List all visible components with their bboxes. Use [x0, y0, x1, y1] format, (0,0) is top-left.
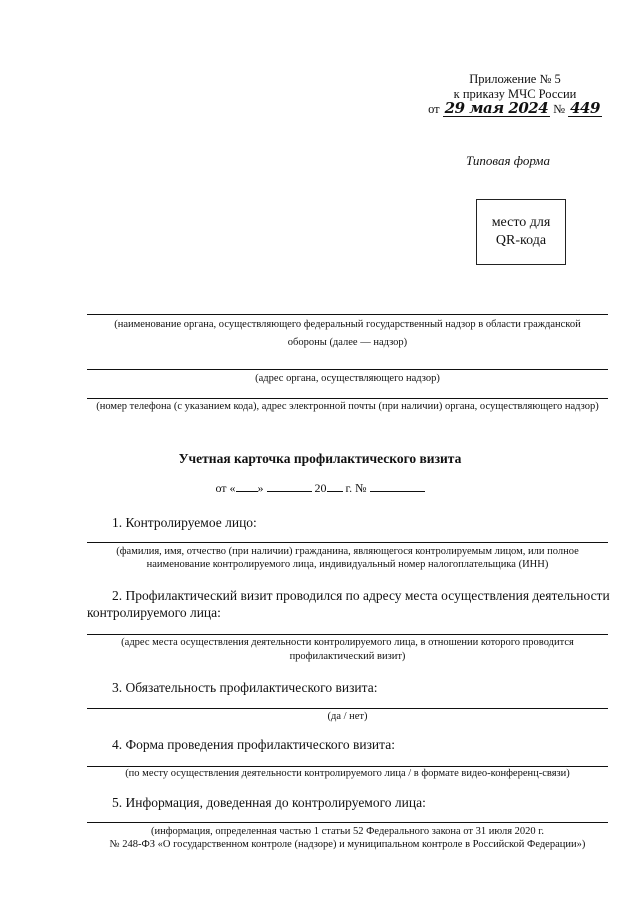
section-4-label: 4. Форма проведения профилактического визита:: [112, 737, 395, 752]
handwritten-order-number: 449: [570, 99, 600, 117]
authority-contacts-caption: (номер телефона (с указанием кода), адрес электронной почты (при наличии) органа, осуществляющего надзор): [96, 401, 599, 412]
authority-name-caption-1: (наименование органа, осуществляющего федеральный государственный надзор в области гражданской: [114, 319, 581, 330]
number-label: №: [553, 102, 566, 116]
year-blank: [327, 480, 343, 492]
section-2-label-1: 2. Профилактический визит проводился по адресу места осуществления деятельности: [112, 588, 610, 603]
month-blank: [267, 480, 312, 492]
authority-name-caption-2: обороны (далее — надзор): [287, 337, 408, 348]
order-date-line: [400, 101, 630, 117]
card-number-blank: [370, 480, 425, 492]
section-4-caption: (по месту осуществления деятельности контролируемого лица / в формате видео-конференц-связи): [125, 768, 570, 779]
section-2-caption-1: (адрес места осуществления деятельности контролируемого лица, в отношении которого проводится: [121, 637, 574, 648]
section-1-line: [87, 542, 608, 543]
date-from-label: от «: [215, 481, 236, 495]
section-5-caption-1: (информация, определенная частью 1 статьи 52 Федерального закона от 31 июля 2020 г.: [150, 826, 545, 837]
qr-placeholder-line-2: QR-кода: [495, 233, 547, 248]
section-3-label: 3. Обязательность профилактического визита:: [112, 680, 378, 695]
section-2-line: [87, 634, 608, 635]
number-suffix: г. №: [345, 481, 367, 495]
authority-address-line: [87, 369, 608, 370]
handwritten-date: 29 мая 2024: [444, 99, 549, 117]
section-1-label: 1. Контролируемое лицо:: [112, 515, 257, 530]
qr-placeholder-line-1: место для: [491, 215, 551, 230]
section-3-caption: (да / нет): [327, 711, 368, 722]
section-5-label: 5. Информация, доведенная до контролируемого лица:: [112, 795, 426, 810]
section-3-line: [87, 708, 608, 709]
section-5-line: [87, 822, 608, 823]
section-2-caption-2: профилактический визит): [289, 651, 406, 662]
section-5-caption-2: № 248-ФЗ «О государственном контроле (надзоре) и муниципальном контроле в Российской Федерации»): [109, 839, 586, 850]
appendix-number: Приложение № 5: [469, 72, 561, 86]
form-type-label: Типовая форма: [466, 153, 550, 168]
authority-contacts-line: [87, 398, 608, 399]
date-prefix: от: [428, 102, 440, 116]
section-2-label-2: контролируемого лица:: [87, 605, 221, 620]
authority-name-line: [87, 314, 608, 315]
year-prefix: 20: [314, 481, 327, 495]
date-close-quote: »: [257, 481, 264, 495]
section-1-caption-1: (фамилия, имя, отчество (при наличии) гражданина, являющегося контролируемым лицом, или полное: [116, 546, 579, 557]
order-header: [400, 72, 630, 117]
section-1-caption-2: наименование контролируемого лица, индивидуальный номер налогоплательщика (ИНН): [146, 559, 549, 570]
order-reference: к приказу МЧС России: [453, 87, 577, 101]
card-date-line: [0, 480, 640, 496]
authority-address-caption: (адрес органа, осуществляющего надзор): [255, 373, 440, 384]
document-title: Учетная карточка профилактического визита: [178, 451, 462, 466]
day-blank: [236, 480, 258, 492]
qr-code-placeholder: [476, 199, 566, 265]
